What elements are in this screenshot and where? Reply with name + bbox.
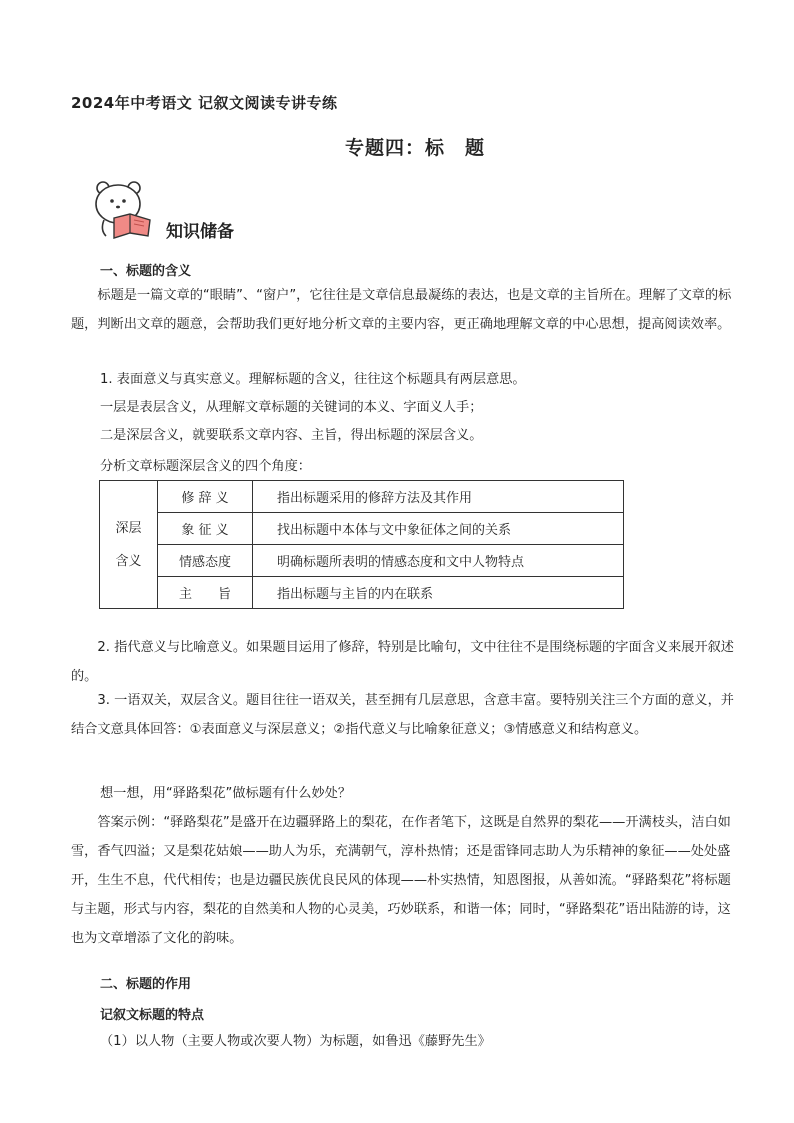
table-row [100,545,624,577]
part2-heading: 二、标题的作用 [100,977,192,992]
part2-subheading: 记叙文标题的特点 [100,1008,205,1023]
part1-heading: 一、标题的含义 [100,264,192,279]
angle-name: 主 旨 [158,577,253,609]
table-intro: 分析文章标题深层含义的四个角度： [100,459,311,474]
feature-item-1: （1）以人物（主要人物或次要人物）为标题，如鲁迅《藤野先生》 [100,1034,491,1049]
point-3: 3. 一语双关，双层含义。题目往往一语双关，甚至拥有几层意思，含意丰富。要特别关注三个方面的意义，并结合文意具体回答：①表面意义与深层意义；②指代意义与比喻象征意义；③情感意义和结构意义。 [71,693,734,737]
part1-intro: 标题是一篇文章的“眼睛”、“窗户”，它往往是文章信息最凝练的表达，也是文章的主旨所在。理解了文章的标题，判断出文章的题意，会帮助我们更好地分析文章的主要内容，更正确地理解文章的中心思想，提高阅读效率。 [71,288,732,332]
answer-example: 答案示例：“驿路梨花”是盛开在边疆驿路上的梨花，在作者笔下，这既是自然界的梨花——开满枝头，洁白如雪，香气四溢；又是梨花姑娘——助人为乐，充满朝气，淳朴热情；还是雷锋同志助人为乐精神的象征——处处盛开，生生不息，代代相传；也是边疆民族优良民风的体现——朴实热情，知恩图报，从善如流。“驿路梨花”将标题与主题，形式与内容，梨花的自然美和人物的心灵美，巧妙联系，和谐一体；同时，“驿路梨花”语出陆游的诗，这也为文章增添了文化的韵味。 [71,815,731,946]
angle-description: 找出标题中本体与文中象征体之间的关系 [253,513,624,545]
section-heading: 知识储备 [166,222,234,242]
angle-description: 明确标题所表明的情感态度和文中人物特点 [253,545,624,577]
layer-1: 一层是表层含义，从理解文章标题的关键词的本义、字面义人手； [100,400,483,415]
angle-description: 指出标题采用的修辞方法及其作用 [253,481,624,513]
angle-name: 象 征 义 [158,513,253,545]
table-row [100,577,624,609]
point-1: 1. 表面意义与真实意义。理解标题的含义，往往这个标题具有两层意思。 [100,372,526,387]
document-title: 2024年中考语文 记叙文阅读专讲专练 [71,94,338,112]
table-row [100,513,624,545]
table-label-line2: 含义 [115,553,142,569]
angle-description: 指出标题与主旨的内在联系 [253,577,624,609]
table-row [100,481,624,513]
point-2: 2. 指代意义与比喻意义。如果题目运用了修辞，特别是比喻句，文中往往不是围绕标题的字面含义来展开叙述的。 [71,640,734,684]
topic-title: 专题四：标 题 [345,137,486,159]
table-row-label [100,481,158,609]
bear-reading-icon [90,178,154,240]
question: 想一想，用“驿路梨花”做标题有什么妙处？ [100,786,352,801]
angle-name: 修 辞 义 [158,481,253,513]
angle-name: 情感态度 [158,545,253,577]
table-label-line1: 深层 [115,520,142,536]
layer-2: 二是深层含义，就要联系文章内容、主旨，得出标题的深层含义。 [100,428,483,443]
angles-table [99,480,624,609]
